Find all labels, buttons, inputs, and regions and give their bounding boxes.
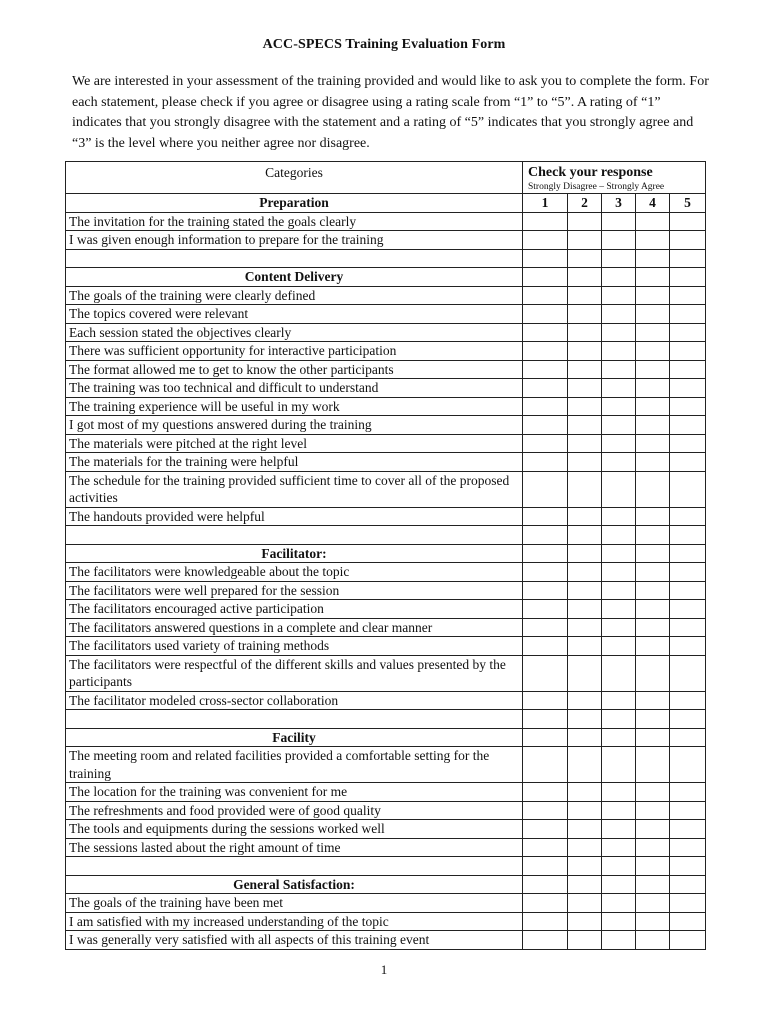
rating-checkbox[interactable]: [602, 268, 636, 287]
rating-checkbox[interactable]: [523, 857, 568, 876]
rating-checkbox[interactable]: [636, 268, 670, 287]
rating-checkbox[interactable]: [636, 212, 670, 231]
rating-checkbox[interactable]: [602, 783, 636, 802]
statement-text: I got most of my questions answered during the training: [66, 416, 523, 435]
rating-checkbox[interactable]: [523, 931, 568, 950]
rating-checkbox[interactable]: [568, 397, 602, 416]
scale-caption: Strongly Disagree – Strongly Agree: [528, 182, 665, 192]
rating-checkbox[interactable]: [670, 305, 706, 324]
rating-checkbox[interactable]: [602, 838, 636, 857]
table-row: [66, 931, 706, 950]
rating-checkbox[interactable]: [568, 820, 602, 839]
rating-checkbox[interactable]: [602, 231, 636, 250]
section-heading: Facilitator:: [66, 544, 523, 563]
statement-text: I was generally very satisfied with all aspects of this training event: [66, 931, 523, 950]
statement-text: The facilitators encouraged active participation: [66, 600, 523, 619]
rating-checkbox[interactable]: [636, 342, 670, 361]
table-row: [66, 637, 706, 656]
rating-checkbox[interactable]: [636, 471, 670, 507]
rating-checkbox[interactable]: [523, 618, 568, 637]
rating-checkbox[interactable]: [523, 212, 568, 231]
rating-checkbox[interactable]: [602, 931, 636, 950]
rating-checkbox[interactable]: [670, 618, 706, 637]
table-row: [66, 655, 706, 691]
rating-checkbox[interactable]: [602, 526, 636, 545]
table-row: [66, 783, 706, 802]
rating-checkbox[interactable]: [523, 783, 568, 802]
table-row: [66, 379, 706, 398]
rating-checkbox[interactable]: [602, 360, 636, 379]
statement-text: The facilitator modeled cross-sector collaboration: [66, 691, 523, 710]
rating-checkbox[interactable]: [636, 838, 670, 857]
table-header-row: [66, 162, 706, 194]
rating-checkbox[interactable]: [636, 618, 670, 637]
rating-checkbox[interactable]: [523, 231, 568, 250]
rating-checkbox[interactable]: [602, 342, 636, 361]
statement-text: The goals of the training were clearly defined: [66, 286, 523, 305]
rating-checkbox[interactable]: [602, 618, 636, 637]
rating-checkbox[interactable]: [602, 397, 636, 416]
table-row: [66, 416, 706, 435]
statement-text: The materials were pitched at the right level: [66, 434, 523, 453]
statement-text: The meeting room and related facilities provided a comfortable setting for the training: [66, 747, 523, 783]
rating-checkbox[interactable]: [568, 268, 602, 287]
rating-checkbox[interactable]: [568, 728, 602, 747]
rating-checkbox[interactable]: [636, 397, 670, 416]
rating-checkbox[interactable]: [670, 931, 706, 950]
rating-checkbox[interactable]: [636, 323, 670, 342]
rating-checkbox[interactable]: [636, 231, 670, 250]
rating-checkbox[interactable]: [523, 268, 568, 287]
rating-checkbox[interactable]: [670, 471, 706, 507]
rating-checkbox[interactable]: [670, 838, 706, 857]
rating-checkbox[interactable]: [670, 710, 706, 729]
rating-checkbox[interactable]: [670, 268, 706, 287]
rating-checkbox[interactable]: [670, 912, 706, 931]
rating-checkbox[interactable]: [636, 820, 670, 839]
statement-text: The materials for the training were helpful: [66, 453, 523, 472]
rating-checkbox[interactable]: [670, 655, 706, 691]
statement-text: [66, 857, 523, 876]
rating-checkbox[interactable]: [670, 747, 706, 783]
table-row: [66, 507, 706, 526]
section-heading: Content Delivery: [66, 268, 523, 287]
rating-checkbox[interactable]: [636, 691, 670, 710]
rating-checkbox[interactable]: [568, 471, 602, 507]
rating-checkbox[interactable]: [568, 710, 602, 729]
rating-checkbox[interactable]: [523, 581, 568, 600]
table-row: [66, 747, 706, 783]
rating-checkbox[interactable]: [636, 360, 670, 379]
statement-text: [66, 710, 523, 729]
rating-checkbox[interactable]: [636, 453, 670, 472]
rating-checkbox[interactable]: [602, 600, 636, 619]
response-header: Check your response: [528, 165, 653, 180]
rating-checkbox[interactable]: [568, 600, 602, 619]
table-row: [66, 249, 706, 268]
table-row: [66, 323, 706, 342]
rating-checkbox[interactable]: [670, 231, 706, 250]
rating-checkbox[interactable]: [568, 231, 602, 250]
statement-text: The facilitators were well prepared for the session: [66, 581, 523, 600]
page-title: ACC-SPECS Training Evaluation Form: [262, 37, 506, 52]
table-row: [66, 231, 706, 250]
rating-checkbox[interactable]: [568, 453, 602, 472]
statement-text: The location for the training was convenient for me: [66, 783, 523, 802]
rating-checkbox[interactable]: [568, 379, 602, 398]
rating-checkbox[interactable]: [523, 820, 568, 839]
rating-checkbox[interactable]: [602, 453, 636, 472]
rating-checkbox[interactable]: [523, 801, 568, 820]
statement-text: The goals of the training have been met: [66, 894, 523, 913]
rating-checkbox[interactable]: [523, 342, 568, 361]
statement-text: The facilitators used variety of training methods: [66, 637, 523, 656]
statement-text: The tools and equipments during the sessions worked well: [66, 820, 523, 839]
rating-checkbox[interactable]: [636, 801, 670, 820]
statement-text: The training was too technical and difficult to understand: [66, 379, 523, 398]
rating-checkbox[interactable]: [636, 544, 670, 563]
rating-checkbox[interactable]: [636, 710, 670, 729]
rating-checkbox[interactable]: [523, 249, 568, 268]
rating-checkbox[interactable]: [670, 544, 706, 563]
rating-checkbox[interactable]: [602, 305, 636, 324]
intro-text-block: [72, 72, 712, 154]
rating-number: 3: [602, 194, 636, 213]
rating-checkbox[interactable]: [602, 507, 636, 526]
rating-checkbox[interactable]: [523, 637, 568, 656]
rating-checkbox[interactable]: [602, 710, 636, 729]
table-row: [66, 453, 706, 472]
table-row: [66, 563, 706, 582]
section-heading-row: [66, 544, 706, 563]
rating-checkbox[interactable]: [568, 655, 602, 691]
table-row: [66, 801, 706, 820]
table-row: [66, 286, 706, 305]
rating-checkbox[interactable]: [670, 416, 706, 435]
section-heading: General Satisfaction:: [66, 875, 523, 894]
table-row: [66, 857, 706, 876]
rating-checkbox[interactable]: [670, 379, 706, 398]
rating-checkbox[interactable]: [670, 801, 706, 820]
rating-number: 1: [523, 194, 568, 213]
categories-header: Categories: [66, 162, 523, 194]
rating-checkbox[interactable]: [670, 397, 706, 416]
rating-checkbox[interactable]: [568, 286, 602, 305]
rating-checkbox[interactable]: [636, 728, 670, 747]
rating-checkbox[interactable]: [636, 783, 670, 802]
rating-checkbox[interactable]: [670, 857, 706, 876]
rating-checkbox[interactable]: [670, 434, 706, 453]
rating-checkbox[interactable]: [523, 305, 568, 324]
rating-checkbox[interactable]: [523, 563, 568, 582]
rating-number: 5: [670, 194, 706, 213]
statement-text: The refreshments and food provided were of good quality: [66, 801, 523, 820]
table-row: [66, 212, 706, 231]
rating-checkbox[interactable]: [602, 563, 636, 582]
rating-checkbox[interactable]: [523, 710, 568, 729]
rating-checkbox[interactable]: [602, 875, 636, 894]
statement-text: I am satisfied with my increased understanding of the topic: [66, 912, 523, 931]
rating-checkbox[interactable]: [602, 801, 636, 820]
rating-checkbox[interactable]: [670, 820, 706, 839]
rating-checkbox[interactable]: [670, 581, 706, 600]
rating-checkbox[interactable]: [523, 416, 568, 435]
rating-checkbox[interactable]: [523, 912, 568, 931]
rating-checkbox[interactable]: [523, 691, 568, 710]
rating-checkbox[interactable]: [523, 397, 568, 416]
rating-checkbox[interactable]: [670, 875, 706, 894]
rating-checkbox[interactable]: [568, 563, 602, 582]
rating-checkbox[interactable]: [602, 912, 636, 931]
rating-checkbox[interactable]: [670, 637, 706, 656]
section-heading-row: [66, 268, 706, 287]
rating-checkbox[interactable]: [602, 286, 636, 305]
rating-checkbox[interactable]: [523, 875, 568, 894]
statement-text: [66, 249, 523, 268]
rating-checkbox[interactable]: [568, 434, 602, 453]
rating-checkbox[interactable]: [636, 581, 670, 600]
table-row: [66, 710, 706, 729]
rating-checkbox[interactable]: [670, 360, 706, 379]
statement-text: The facilitators answered questions in a complete and clear manner: [66, 618, 523, 637]
rating-checkbox[interactable]: [568, 342, 602, 361]
statement-text: The sessions lasted about the right amount of time: [66, 838, 523, 857]
rating-checkbox[interactable]: [568, 305, 602, 324]
table-row: [66, 526, 706, 545]
rating-checkbox[interactable]: [523, 471, 568, 507]
rating-number: 4: [636, 194, 670, 213]
statement-text: The invitation for the training stated the goals clearly: [66, 212, 523, 231]
table-row: [66, 691, 706, 710]
page-number: 1: [380, 962, 388, 977]
rating-checkbox[interactable]: [670, 783, 706, 802]
rating-checkbox[interactable]: [602, 728, 636, 747]
statement-text: [66, 526, 523, 545]
rating-checkbox[interactable]: [602, 434, 636, 453]
statement-text: The facilitators were respectful of the different skills and values presented by the participants: [66, 655, 523, 691]
rating-checkbox[interactable]: [636, 286, 670, 305]
rating-checkbox[interactable]: [670, 894, 706, 913]
rating-checkbox[interactable]: [568, 360, 602, 379]
rating-checkbox[interactable]: [568, 931, 602, 950]
rating-checkbox[interactable]: [602, 379, 636, 398]
statement-text: Each session stated the objectives clearly: [66, 323, 523, 342]
rating-checkbox[interactable]: [602, 820, 636, 839]
rating-checkbox[interactable]: [636, 563, 670, 582]
rating-checkbox[interactable]: [602, 544, 636, 563]
rating-checkbox[interactable]: [602, 691, 636, 710]
rating-checkbox[interactable]: [523, 655, 568, 691]
rating-checkbox[interactable]: [523, 379, 568, 398]
rating-checkbox[interactable]: [602, 471, 636, 507]
table-row: [66, 360, 706, 379]
rating-checkbox[interactable]: [523, 747, 568, 783]
rating-checkbox[interactable]: [670, 323, 706, 342]
table-row: [66, 581, 706, 600]
rating-checkbox[interactable]: [568, 875, 602, 894]
rating-checkbox[interactable]: [636, 434, 670, 453]
rating-checkbox[interactable]: [636, 747, 670, 783]
table-row: [66, 618, 706, 637]
response-header-cell: [523, 162, 706, 194]
rating-checkbox[interactable]: [523, 526, 568, 545]
rating-checkbox[interactable]: [602, 323, 636, 342]
section-heading: Preparation: [66, 194, 523, 213]
section-heading-row: [66, 875, 706, 894]
rating-checkbox[interactable]: [568, 801, 602, 820]
rating-checkbox[interactable]: [636, 875, 670, 894]
statement-text: The training experience will be useful in my work: [66, 397, 523, 416]
rating-checkbox[interactable]: [602, 655, 636, 691]
rating-checkbox[interactable]: [568, 507, 602, 526]
rating-checkbox[interactable]: [670, 453, 706, 472]
table-row: [66, 397, 706, 416]
rating-checkbox[interactable]: [568, 691, 602, 710]
rating-checkbox[interactable]: [636, 379, 670, 398]
rating-checkbox[interactable]: [602, 212, 636, 231]
rating-checkbox[interactable]: [523, 544, 568, 563]
rating-checkbox[interactable]: [602, 581, 636, 600]
rating-checkbox[interactable]: [636, 931, 670, 950]
section-heading: Facility: [66, 728, 523, 747]
rating-checkbox[interactable]: [670, 600, 706, 619]
rating-checkbox[interactable]: [523, 323, 568, 342]
rating-checkbox[interactable]: [523, 507, 568, 526]
table-row: [66, 600, 706, 619]
rating-checkbox[interactable]: [602, 857, 636, 876]
statement-text: The facilitators were knowledgeable about the topic: [66, 563, 523, 582]
rating-checkbox[interactable]: [568, 857, 602, 876]
rating-checkbox[interactable]: [636, 507, 670, 526]
rating-checkbox[interactable]: [568, 912, 602, 931]
rating-checkbox[interactable]: [670, 507, 706, 526]
table-row: [66, 820, 706, 839]
section-heading-row: [66, 194, 706, 213]
rating-checkbox[interactable]: [636, 305, 670, 324]
rating-checkbox[interactable]: [636, 857, 670, 876]
table-row: [66, 305, 706, 324]
rating-checkbox[interactable]: [523, 360, 568, 379]
rating-checkbox[interactable]: [568, 416, 602, 435]
rating-checkbox[interactable]: [523, 286, 568, 305]
rating-checkbox[interactable]: [636, 526, 670, 545]
rating-checkbox[interactable]: [523, 728, 568, 747]
statement-text: The handouts provided were helpful: [66, 507, 523, 526]
statement-text: The topics covered were relevant: [66, 305, 523, 324]
rating-checkbox[interactable]: [670, 691, 706, 710]
rating-checkbox[interactable]: [636, 912, 670, 931]
rating-checkbox[interactable]: [670, 212, 706, 231]
rating-checkbox[interactable]: [568, 212, 602, 231]
rating-checkbox[interactable]: [568, 526, 602, 545]
section-heading-row: [66, 728, 706, 747]
statement-text: The format allowed me to get to know the other participants: [66, 360, 523, 379]
rating-checkbox[interactable]: [670, 563, 706, 582]
table-row: [66, 471, 706, 507]
rating-checkbox[interactable]: [568, 544, 602, 563]
rating-checkbox[interactable]: [636, 416, 670, 435]
table-row: [66, 838, 706, 857]
rating-checkbox[interactable]: [568, 637, 602, 656]
rating-number: 2: [568, 194, 602, 213]
rating-checkbox[interactable]: [523, 600, 568, 619]
rating-checkbox[interactable]: [523, 434, 568, 453]
intro-paragraph: We are interested in your assessment of the training provided and would like to ask you to complete the form. For each statement, please check if you agree or disagree using a rating scale from “1” to “5”. A rating of “1” indicates that you strongly disagree with the statement and a rating of “5” indicates that you strongly agree and “3” is the level where you neither agree nor disagree.: [72, 74, 709, 151]
rating-checkbox[interactable]: [568, 783, 602, 802]
evaluation-table: [65, 161, 706, 950]
rating-checkbox[interactable]: [523, 838, 568, 857]
table-row: [66, 342, 706, 361]
rating-checkbox[interactable]: [602, 637, 636, 656]
rating-checkbox[interactable]: [568, 618, 602, 637]
rating-checkbox[interactable]: [670, 526, 706, 545]
rating-checkbox[interactable]: [636, 894, 670, 913]
rating-checkbox[interactable]: [568, 249, 602, 268]
rating-checkbox[interactable]: [602, 416, 636, 435]
rating-checkbox[interactable]: [568, 581, 602, 600]
rating-checkbox[interactable]: [523, 894, 568, 913]
rating-checkbox[interactable]: [670, 249, 706, 268]
rating-checkbox[interactable]: [636, 637, 670, 656]
rating-checkbox[interactable]: [523, 453, 568, 472]
rating-checkbox[interactable]: [568, 323, 602, 342]
rating-checkbox[interactable]: [568, 894, 602, 913]
rating-checkbox[interactable]: [568, 747, 602, 783]
rating-checkbox[interactable]: [602, 249, 636, 268]
rating-checkbox[interactable]: [670, 728, 706, 747]
statement-text: I was given enough information to prepare for the training: [66, 231, 523, 250]
table-row: [66, 894, 706, 913]
rating-checkbox[interactable]: [568, 838, 602, 857]
rating-checkbox[interactable]: [636, 600, 670, 619]
table-row: [66, 912, 706, 931]
rating-checkbox[interactable]: [670, 342, 706, 361]
rating-checkbox[interactable]: [636, 249, 670, 268]
rating-checkbox[interactable]: [602, 747, 636, 783]
table-row: [66, 434, 706, 453]
rating-checkbox[interactable]: [602, 894, 636, 913]
rating-checkbox[interactable]: [636, 655, 670, 691]
statement-text: The schedule for the training provided sufficient time to cover all of the proposed activities: [66, 471, 523, 507]
statement-text: There was sufficient opportunity for interactive participation: [66, 342, 523, 361]
rating-checkbox[interactable]: [670, 286, 706, 305]
